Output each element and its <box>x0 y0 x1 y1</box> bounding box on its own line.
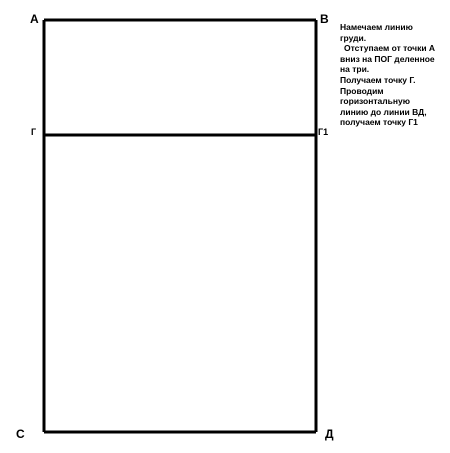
note-line: получаем точку Г1 <box>340 117 418 128</box>
note-line: Отступаем от точки А <box>344 43 436 54</box>
note-line: на три. <box>340 64 370 75</box>
note-line: Намечаем линию <box>340 22 413 32</box>
label-point-g1: Г1 <box>318 127 329 137</box>
instruction-note <box>340 22 444 128</box>
label-point-b: В <box>320 12 329 26</box>
label-point-c: С <box>16 427 25 441</box>
label-point-d: Д <box>325 427 334 441</box>
note-line: Проводим <box>340 85 384 96</box>
note-line: Получаем точку Г. <box>340 74 416 85</box>
label-point-g: Г <box>31 127 37 137</box>
note-line: горизонтальную <box>340 96 411 107</box>
label-point-a: А <box>30 12 39 26</box>
note-line: груди. <box>340 32 367 43</box>
note-line: вниз на ПОГ деленное <box>340 53 435 64</box>
note-line: линию до линии ВД, <box>340 106 427 117</box>
